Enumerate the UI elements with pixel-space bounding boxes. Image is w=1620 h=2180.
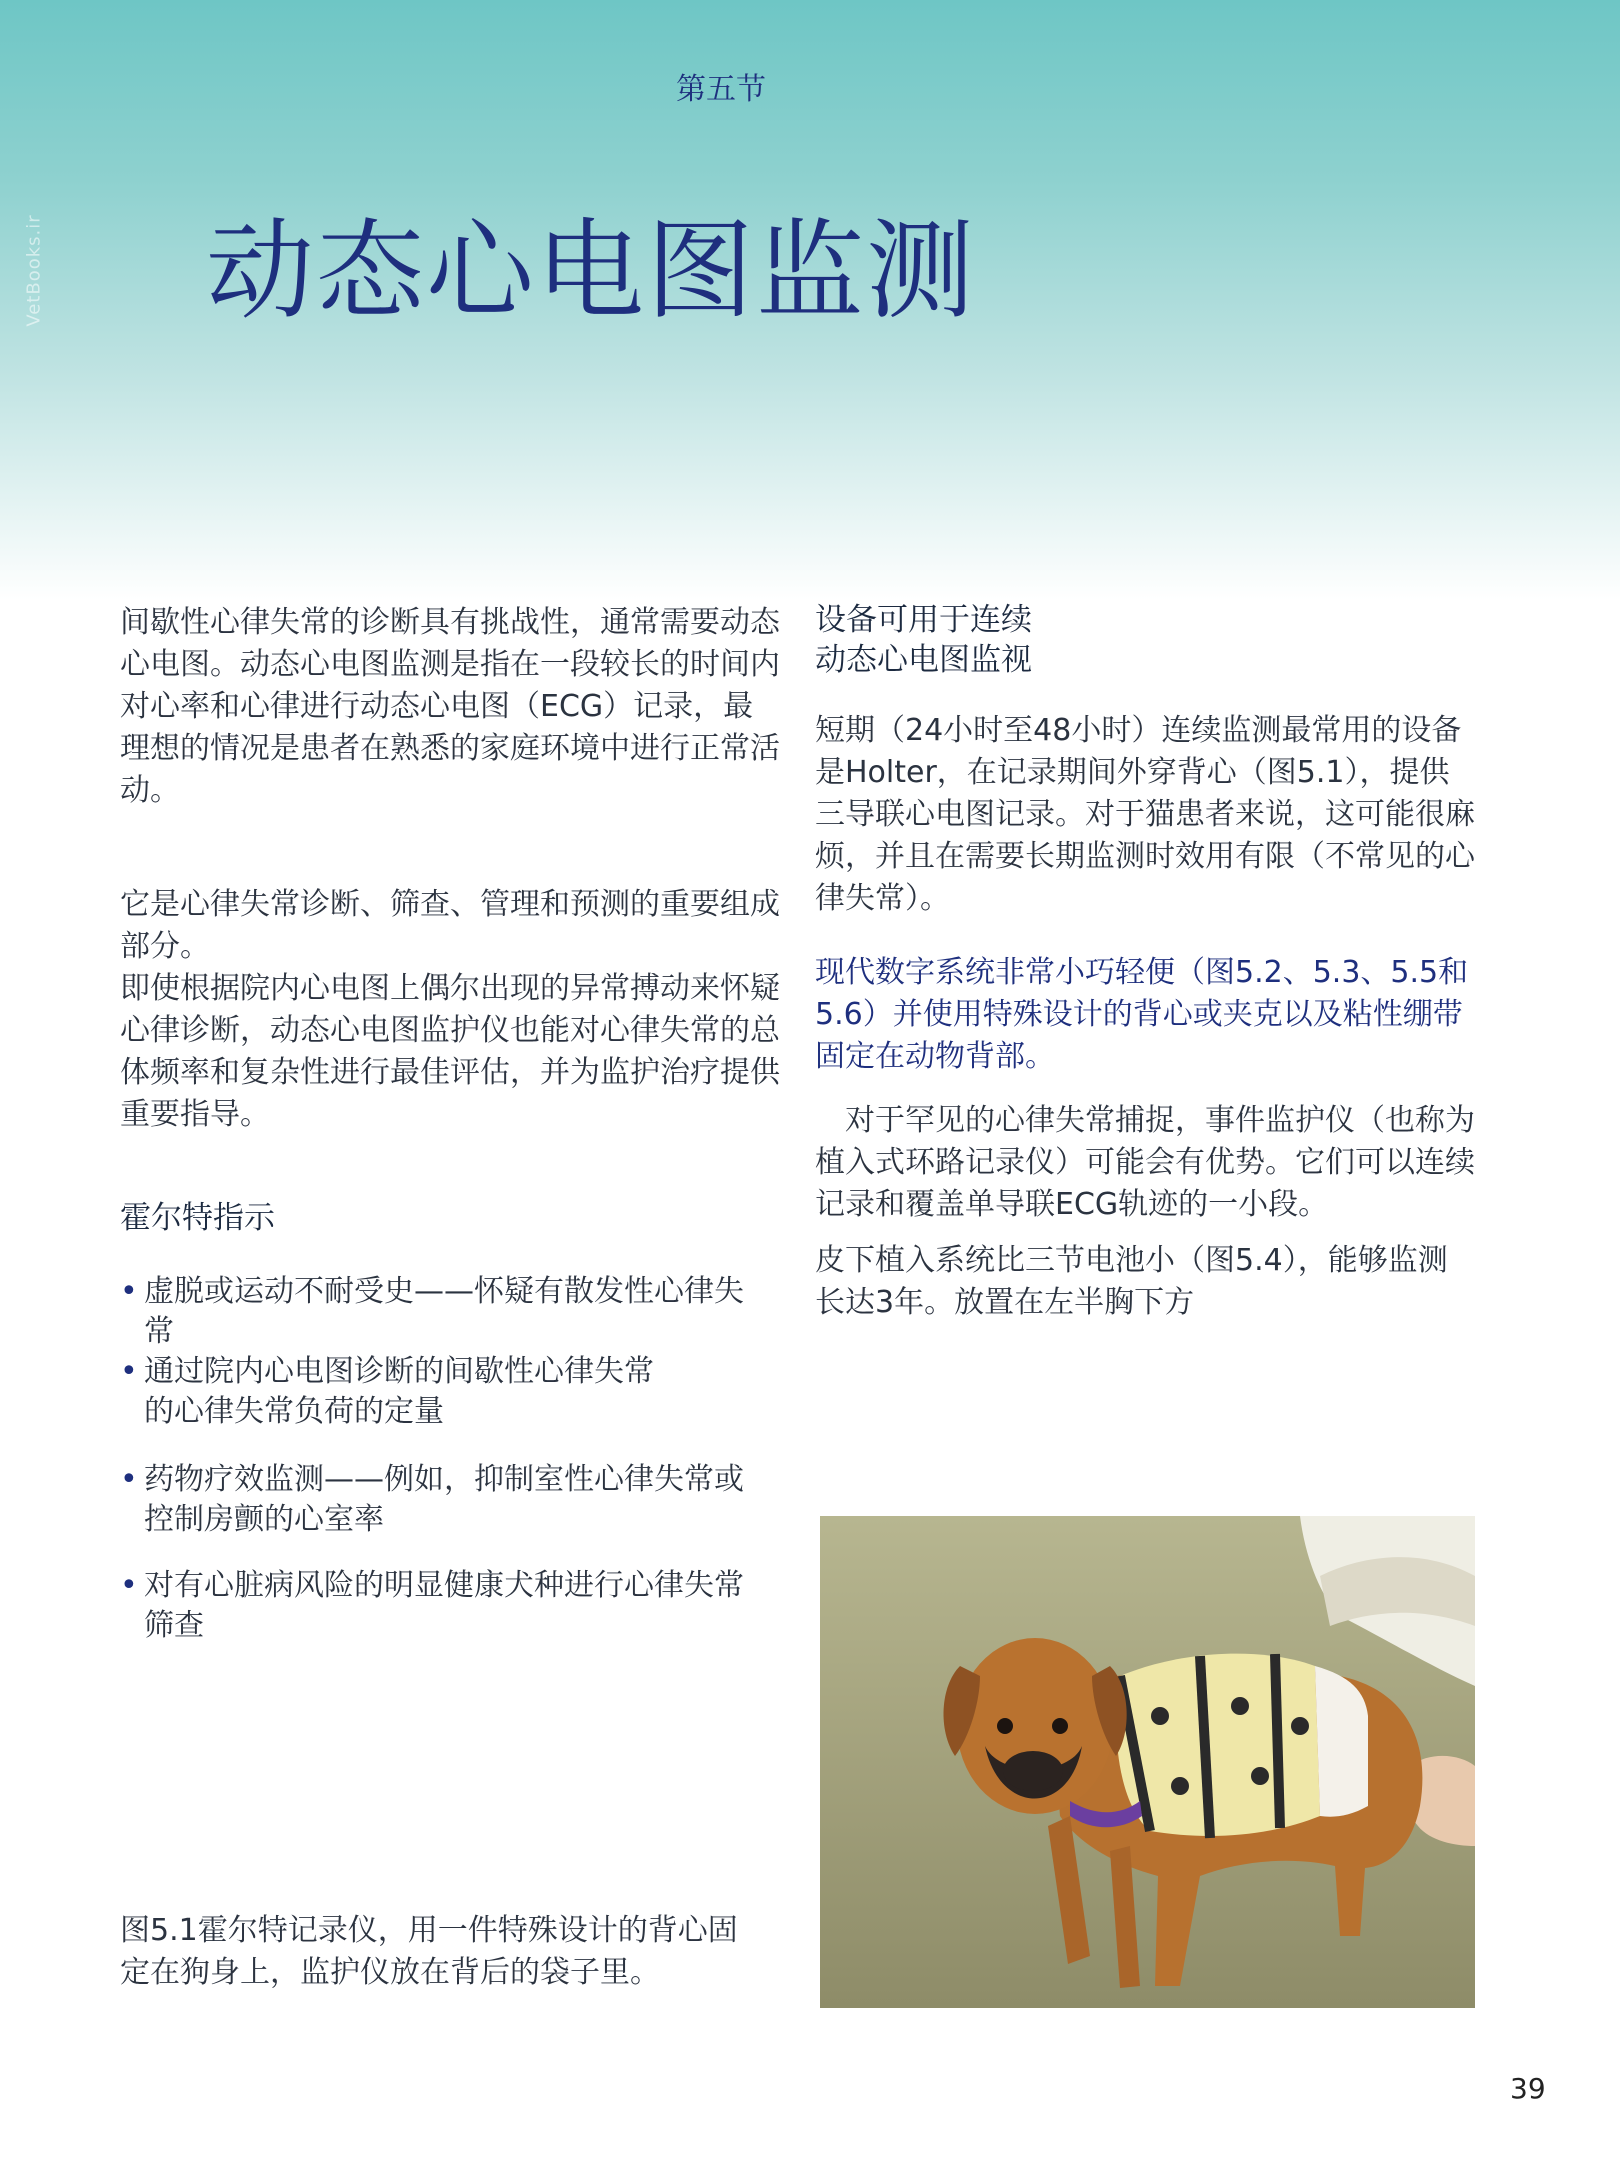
implant-text: 皮下植入系统比三节电池小（图5.4），能够监测长达3年。放置在左半胸下方 [815,1243,1448,1320]
dog-holter-photo [820,1516,1475,2008]
caption-text: 图5.1霍尔特记录仪，用一件特殊设计的背心固定在狗身上，监护仪放在背后的袋子里。 [120,1913,738,1990]
importance-text: 它是心律失常诊断、筛查、管理和预测的重要组成部分。 [120,887,780,964]
list-item-text: 药物疗效监测——例如，抑制室性心律失常或控制房颤的心室率 [144,1462,744,1537]
section-label: 第五节 [676,72,766,107]
watermark: VetBooks.ir [23,214,45,327]
equipment-heading-block [815,600,1045,680]
list-item-text: 通过院内心电图诊断的间歇性心律失常的心律失常负荷的定量 [144,1354,654,1429]
bullet-icon: • [120,1274,138,1309]
list-item [120,1566,770,1646]
page-title: 动态心电图监测 [206,209,977,334]
bullet-icon: • [120,1568,138,1603]
indications-section [120,1198,780,1238]
figure-caption [120,1910,760,1994]
intro-text: 间歇性心律失常的诊断具有挑战性，通常需要动态心电图。动态心电图监测是指在一段较长的时间内对心率和心律进行动态心电图（ECG）记录，最理想的情况是患者在熟悉的家庭环境中进行正常活动。 [120,605,780,808]
bullet-icon: • [120,1354,138,1389]
list-item [120,1352,770,1432]
boxer-puppy-illustration [820,1516,1475,2008]
list-item [120,1460,770,1540]
digital-text: 现代数字系统非常小巧轻便（图5.2、5.3、5.5和5.6）并使用特殊设计的背心或夹克以及粘性绷带固定在动物背部。 [815,955,1469,1074]
list-item [120,1272,770,1352]
indications-heading: 霍尔特指示 [120,1200,275,1236]
holter-paragraph [815,710,1475,920]
implant-paragraph [815,1240,1455,1324]
holter-text: 短期（24小时至48小时）连续监测最常用的设备是Holter，在记录期间外穿背心（图5.1），提供三导联心电图记录。对于猫患者来说，这可能很麻烦，并且在需要长期监测时效用有限（不常见的心律失常）。 [815,713,1475,916]
bullet-icon: • [120,1462,138,1497]
equipment-heading: 设备可用于连续动态心电图监视 [815,602,1032,678]
importance-paragraph [120,884,780,1136]
event-paragraph [815,1100,1475,1226]
indications-list [120,1272,770,1646]
list-item-text: 对有心脏病风险的明显健康犬种进行心律失常筛查 [144,1568,744,1643]
evaluation-text: 即使根据院内心电图上偶尔出现的异常搏动来怀疑心律诊断，动态心电图监护仪也能对心律失常的总体频率和复杂性进行最佳评估，并为监护治疗提供重要指导。 [120,971,780,1132]
event-text: 对于罕见的心律失常捕捉，事件监护仪（也称为植入式环路记录仪）可能会有优势。它们可以连续记录和覆盖单导联ECG轨迹的一小段。 [815,1103,1475,1222]
digital-paragraph [815,952,1475,1078]
intro-paragraph [120,602,780,812]
list-item-text: 虚脱或运动不耐受史——怀疑有散发性心律失常 [144,1274,744,1349]
page-number: 39 [1510,2072,1546,2105]
